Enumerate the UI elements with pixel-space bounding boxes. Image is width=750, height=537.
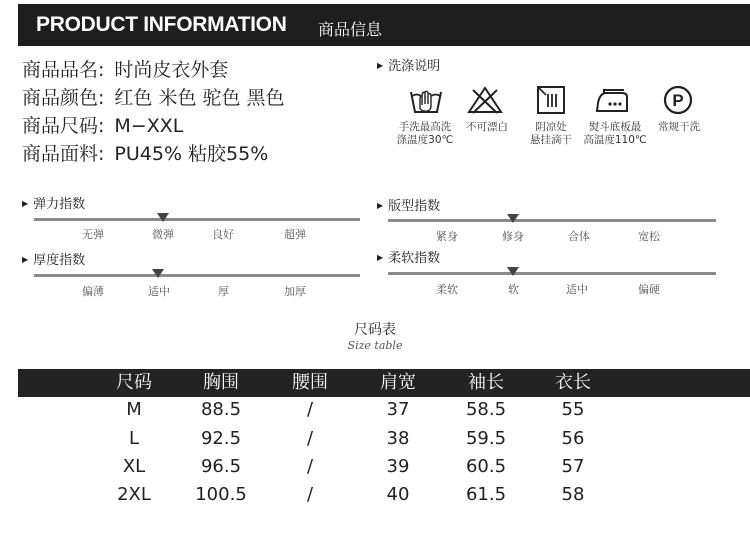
softness-title-text: 柔软指数 [388,251,441,266]
info-size [22,114,183,138]
wash-label-line: 熨斗底板最 [588,121,642,133]
wash-label [522,121,580,147]
fit-label: 合体 [568,230,590,243]
elasticity-scale-line [34,218,360,221]
table-cell: / [306,399,314,420]
table-cell: L [128,428,140,449]
shade-hang-dry-icon [533,85,569,115]
wash-label [394,121,456,147]
fit-label: 宽松 [638,230,660,243]
table-cell: 88.5 [200,399,242,420]
size-table-header-cell: 衣长 [555,372,591,393]
size-table-title: 尺码表 [354,322,396,338]
no-bleach-icon [467,85,503,115]
table-cell: 37 [386,399,410,420]
table-cell: 58 [561,484,585,505]
svg-text:P: P [672,91,684,110]
dry-clean-icon [660,85,696,115]
size-table-header-cell: 腰围 [292,372,328,393]
info-value: PU45% 粘胶55% [114,143,269,165]
elasticity-label: 良好 [212,228,234,241]
info-fabric [22,142,268,166]
table-cell: / [306,484,314,505]
table-cell: 38 [386,428,410,449]
table-row [18,428,750,456]
fit-marker-icon [507,214,519,223]
fit-title-text: 版型指数 [388,199,441,214]
size-table-subtitle: Size table [347,339,403,352]
triangle-bullet-icon: ▶ [377,201,384,210]
table-cell: 2XL [117,484,151,505]
table-cell: 40 [386,484,410,505]
info-label: 商品品名: [22,59,105,81]
table-cell: 61.5 [465,484,507,505]
elasticity-title [22,197,85,214]
wash-title [377,59,440,76]
thickness-label: 厚 [218,285,229,298]
table-cell: 55 [561,399,585,420]
info-name [22,58,228,82]
table-cell: 39 [386,456,410,477]
table-cell: 57 [561,456,585,477]
softness-marker-icon [507,267,519,276]
softness-label: 软 [508,283,519,296]
table-cell: 92.5 [200,428,242,449]
table-cell: XL [122,456,146,477]
table-cell: 59.5 [465,428,507,449]
wash-label-line: 阴凉处 [535,121,567,133]
info-label: 商品颜色: [22,87,105,109]
table-cell: 96.5 [200,456,242,477]
thickness-label: 加厚 [284,285,306,298]
header-bar [18,4,750,46]
fit-scale-line [388,219,716,222]
info-color [22,86,285,110]
wash-label-line: 手洗最高洗 [398,121,452,133]
size-table-header-cell: 尺码 [116,372,152,393]
wash-label-line: 不可漂白 [466,121,508,133]
elasticity-label: 无弹 [82,228,104,241]
wash-label [652,121,706,134]
softness-scale-line [388,272,716,275]
size-table-header-cell: 袖长 [468,372,504,393]
fit-label: 修身 [502,230,524,243]
thickness-title [22,253,85,270]
elasticity-marker-icon [157,213,169,222]
size-table-header [18,369,750,397]
softness-label: 偏硬 [638,283,660,296]
thickness-label: 偏薄 [82,285,104,298]
thickness-title-text: 厚度指数 [33,253,86,268]
table-row [18,484,750,512]
hand-wash-icon [408,85,444,115]
wash-label [582,121,648,147]
table-cell: / [306,456,314,477]
wash-label-line: 涤温度30℃ [396,134,454,146]
elasticity-label: 超弹 [284,228,306,241]
table-cell: M [126,399,142,420]
header-title-en: PRODUCT INFORMATION [36,13,287,36]
info-value: 红色 米色 驼色 黑色 [114,87,285,109]
table-cell: 58.5 [465,399,507,420]
wash-title-text: 洗涤说明 [388,59,441,74]
info-label: 商品尺码: [22,115,105,137]
wash-label-line: 常规干洗 [658,121,700,133]
thickness-label: 适中 [148,285,170,298]
table-cell: / [306,428,314,449]
elasticity-title-text: 弹力指数 [33,197,86,212]
iron-icon [594,85,630,115]
thickness-scale-line [34,274,360,277]
elasticity-label: 微弹 [152,228,174,241]
softness-label: 柔软 [436,283,458,296]
triangle-bullet-icon: ▶ [377,253,384,262]
fit-label: 紧身 [436,230,458,243]
info-label: 商品面料: [22,143,105,165]
triangle-bullet-icon: ▶ [22,255,29,264]
info-value: M−XXL [114,115,184,137]
softness-label: 适中 [566,283,588,296]
size-table-header-cell: 胸围 [203,372,239,393]
fit-title [377,199,440,216]
size-table-header-cell: 肩宽 [380,372,416,393]
thickness-marker-icon [152,269,164,278]
info-value: 时尚皮衣外套 [114,59,229,81]
triangle-bullet-icon: ▶ [22,199,29,208]
table-row [18,399,750,427]
wash-label-line: 悬挂滴干 [530,134,572,146]
header-title-cn: 商品信息 [318,20,383,39]
table-cell: 56 [561,428,585,449]
triangle-bullet-icon: ▶ [377,61,384,70]
wash-label-line: 高温度110℃ [583,134,647,146]
table-cell: 100.5 [195,484,247,505]
softness-title [377,251,440,268]
wash-label [460,121,514,134]
table-cell: 60.5 [465,456,507,477]
table-row [18,456,750,484]
